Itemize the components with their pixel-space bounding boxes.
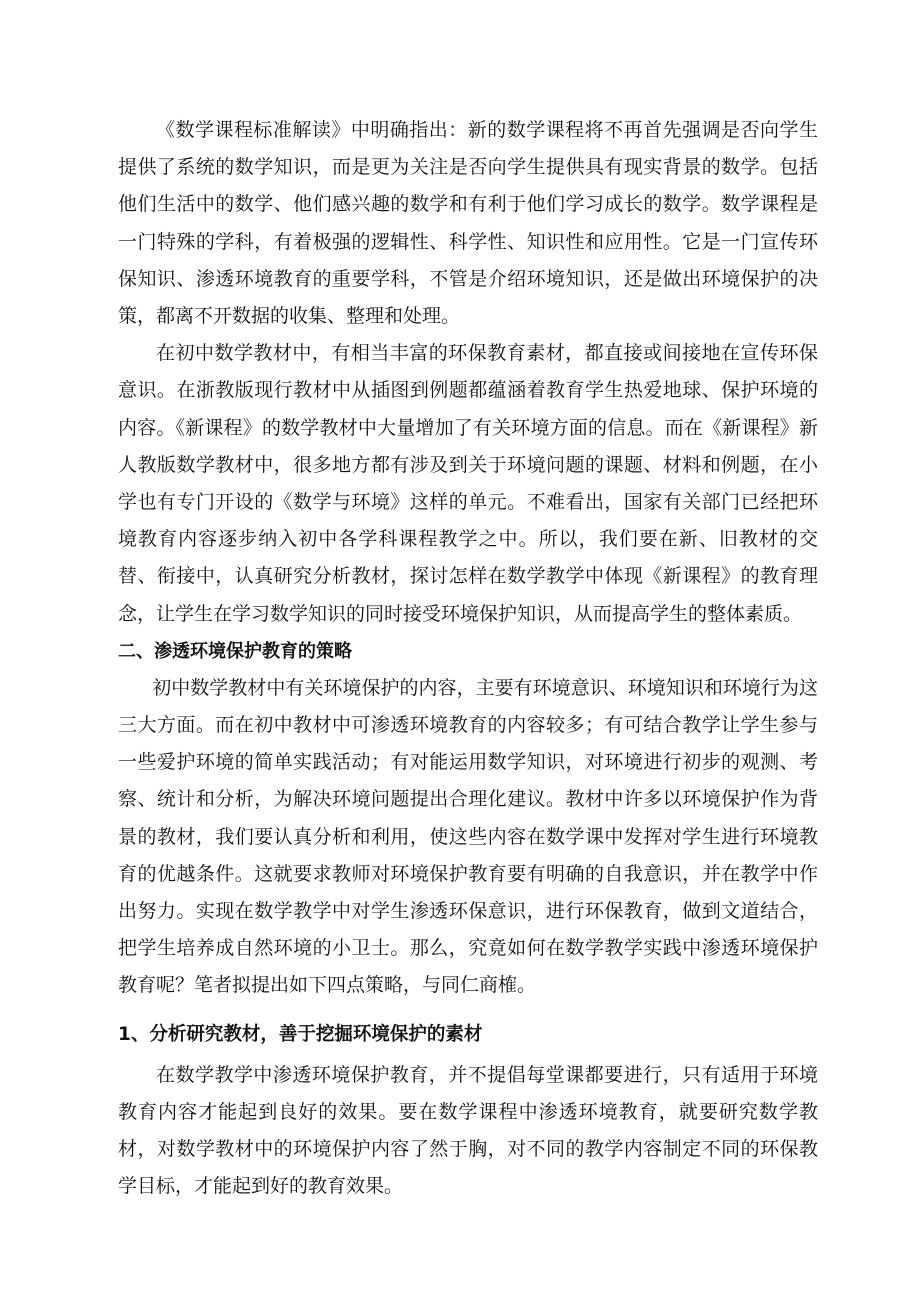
paragraph-intro: 《数学课程标准解读》中明确指出：新的数学课程将不再首先强调是否向学生提供了系统的数学知识，而是更为关注是否向学生提供具有现实背景的数学。包括他们生活中的数学、他们感兴趣的数学和有利于他们学习成长的数学。数学课程是一门特殊的学科，有着极强的逻辑性、科学性、知识性和应用性。它是一门宣传环保知识、渗透环境教育的重要学科，不管是介绍环境知识，还是做出环境保护的决策，都离不开数据的收集、整理和处理。 <box>118 119 818 328</box>
document-body <box>118 112 818 1205</box>
section-heading-strategies: 二、渗透环境保护教育的策略 <box>118 640 352 662</box>
subsection-heading-analyze-textbook: 1、分析研究教材，善于挖掘环境保护的素材 <box>118 1023 483 1045</box>
paragraph-strategies-overview: 初中数学教材中有关环境保护的内容，主要有环境意识、环境知识和环境行为这三大方面。而在初中教材中可渗透环境教育的内容较多；有可结合教学让学生参与一些爱护环境的简单实践活动；有对能运用数学知识，对环境进行初步的观测、考察、统计和分析，为解决环境问题提出合理化建议。教材中许多以环境保护作为背景的教材，我们要认真分析和利用，使这些内容在数学课中发挥对学生进行环境教育的优越条件。这就要求教师对环境保护教育要有明确的自我意识，并在教学中作出努力。实现在数学教学中对学生渗透环保意识，进行环保教育，做到文道结合，把学生培养成自然环境的小卫士。那么，究竟如何在数学教学实践中渗透环境保护教育呢？笔者拟提出如下四点策略，与同仁商榷。 <box>118 676 818 997</box>
paragraph-textbook-materials: 在初中数学教材中，有相当丰富的环保教育素材，都直接或间接地在宣传环保意识。在浙教版现行教材中从插图到例题都蕴涵着教育学生热爱地球、保护环境的内容。《新课程》的数学教材中大量增加了有关环境方面的信息。而在《新课程》新人教版数学教材中，很多地方都有涉及到关于环境问题的课题、材料和例题，在小学也有专门开设的《数学与环境》这样的单元。不难看出，国家有关部门已经把环境教育内容逐步纳入初中各学科课程教学之中。所以，我们要在新、旧教材的交替、衔接中，认真研究分析教材，探讨怎样在数学教学中体现《新课程》的教育理念，让学生在学习数学知识的同时接受环境保护知识，从而提高学生的整体素质。 <box>118 342 818 625</box>
paragraph-analyze-textbook: 在数学教学中渗透环境保护教育，并不提倡每堂课都要进行，只有适用于环境教育内容才能起到良好的效果。要在数学课程中渗透环境教育，就要研究数学教材，对数学教材中的环境保护内容了然于胸，对不同的教学内容制定不同的环保教学目标，才能起到好的教育效果。 <box>118 1063 818 1198</box>
